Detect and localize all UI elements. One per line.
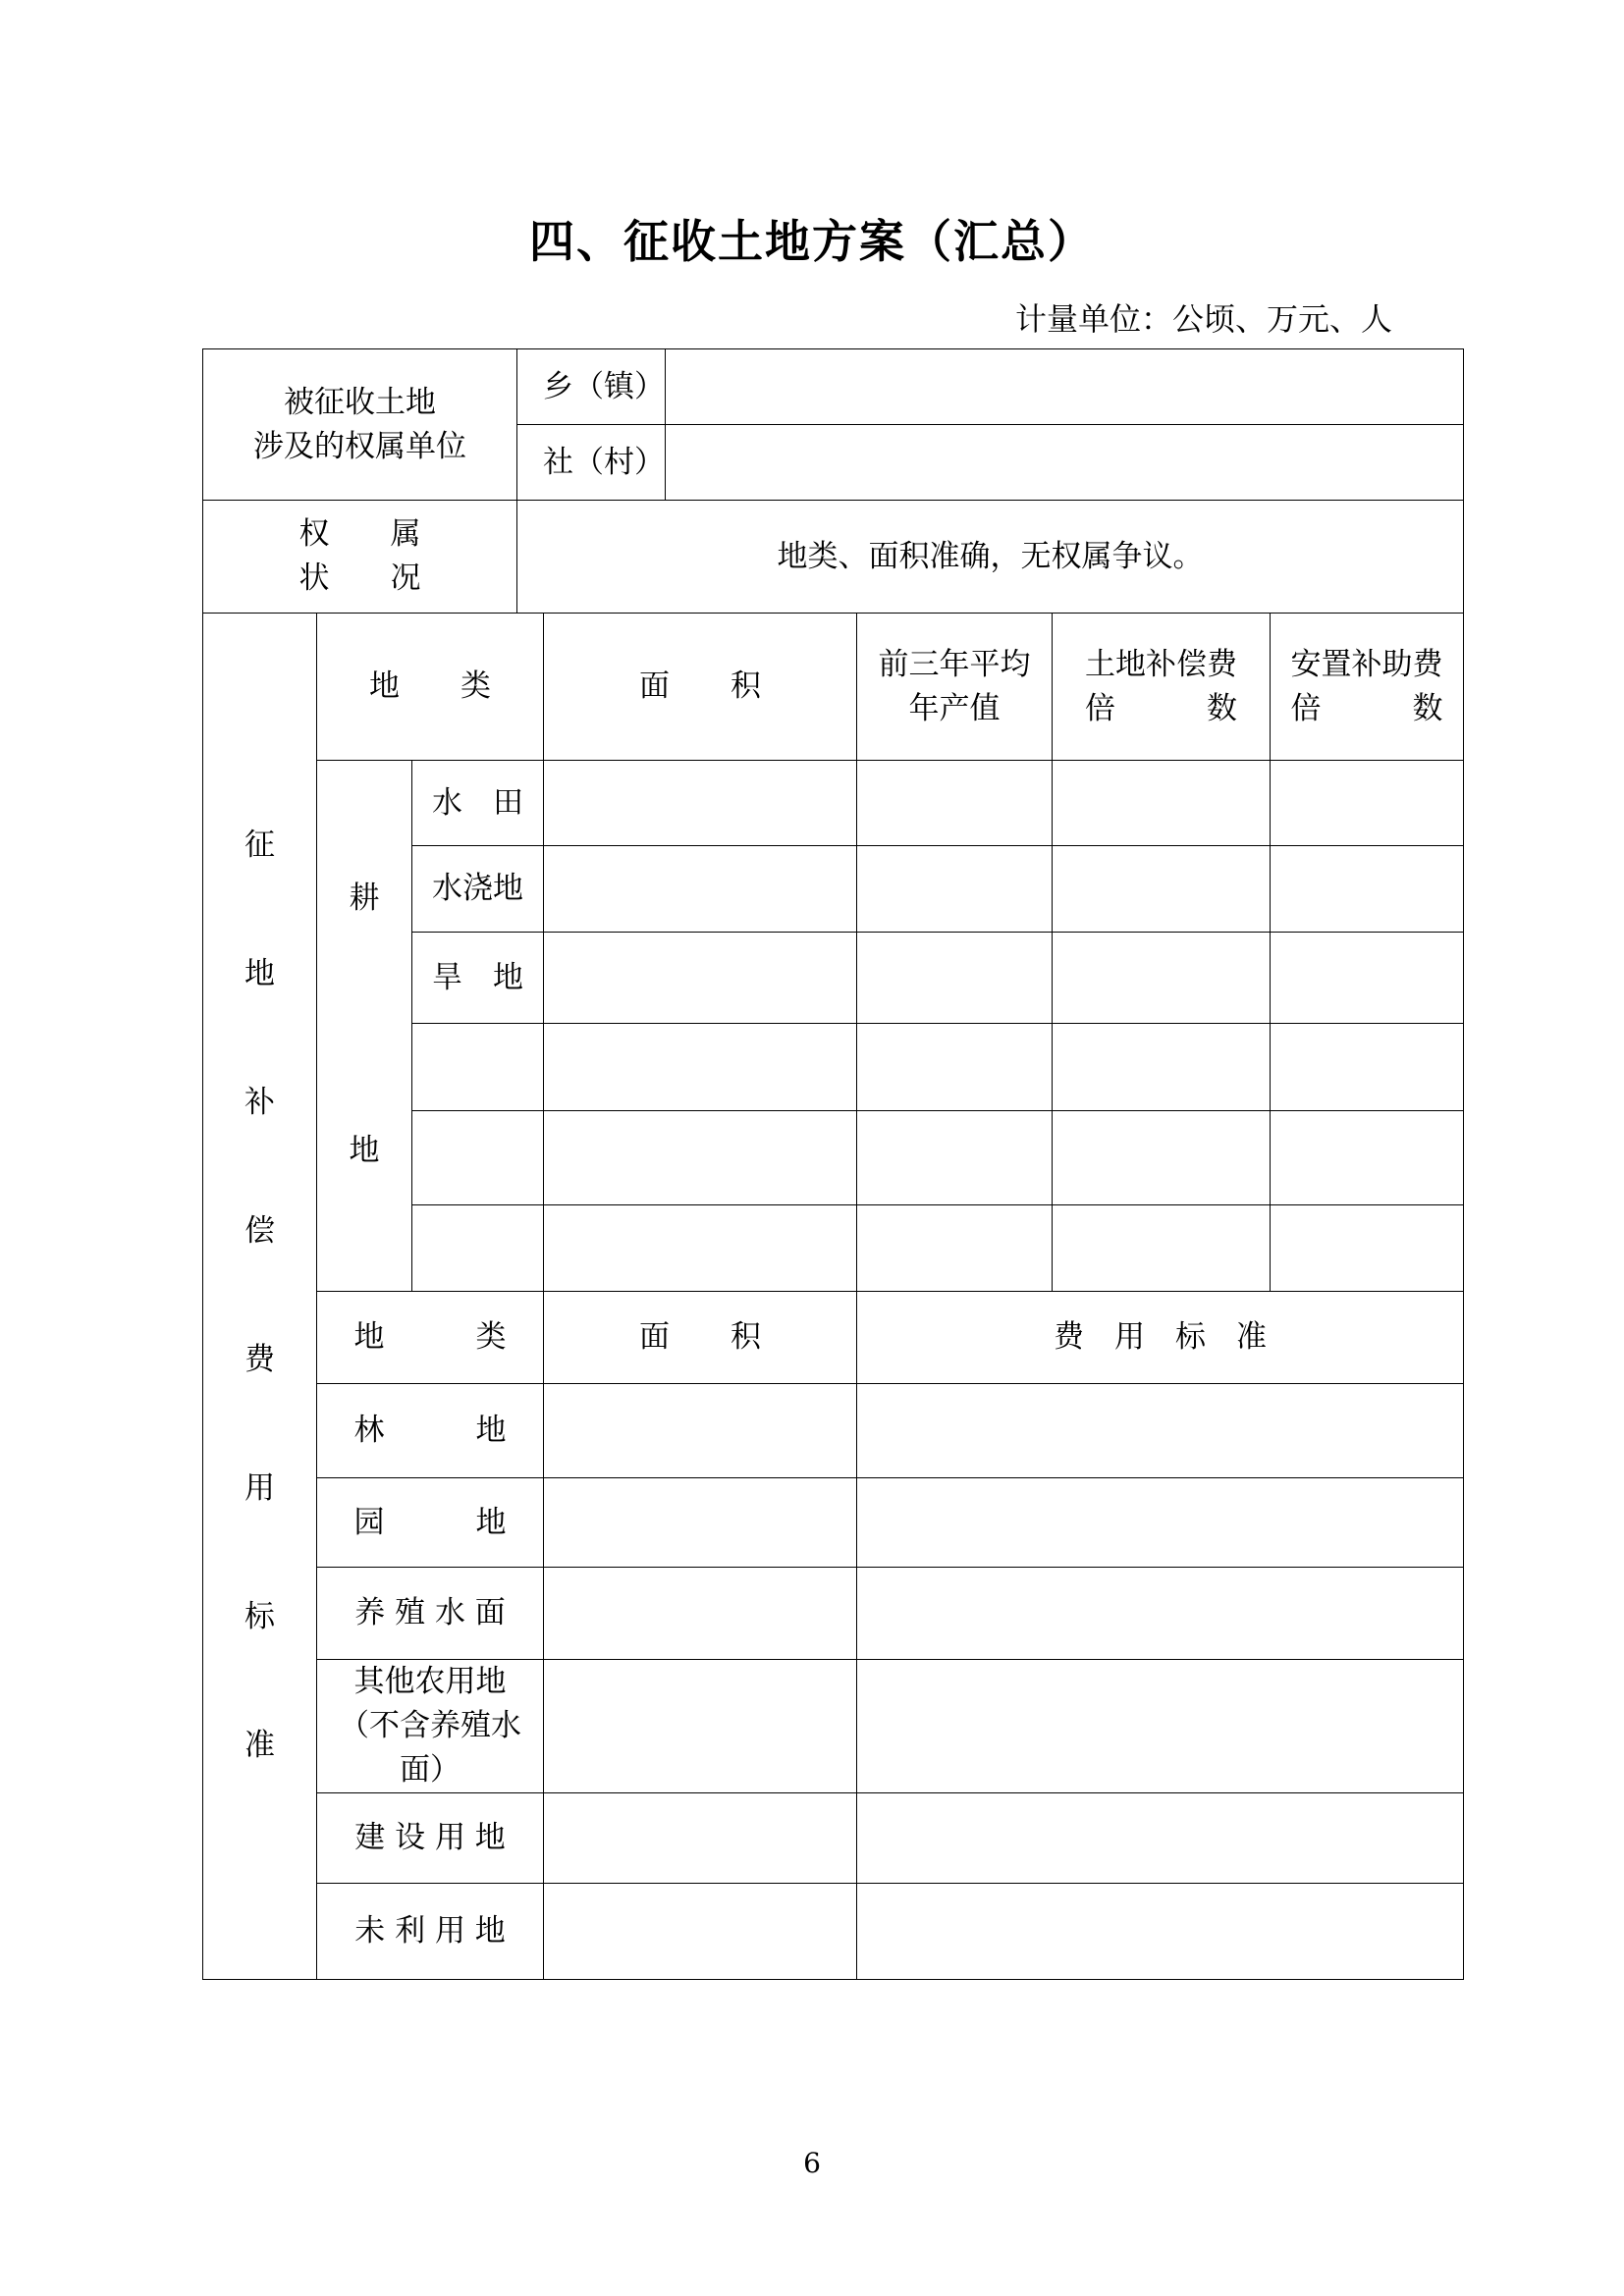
area-cell (544, 1024, 857, 1111)
area-cell (544, 846, 857, 933)
header-resettlement-multiple: 安置补助费 倍 数 (1271, 614, 1464, 761)
land-comp-cell (1053, 1024, 1271, 1111)
header-land-type-2: 地 类 (317, 1292, 544, 1384)
land-comp-cell (1053, 761, 1271, 846)
area-cell (544, 761, 857, 846)
avg-output-cell (857, 846, 1053, 933)
township-value (666, 349, 1464, 425)
section-char: 补 (244, 1085, 275, 1121)
header-area-2: 面 积 (544, 1292, 857, 1384)
resettle-cell (1271, 846, 1464, 933)
village-value (666, 425, 1464, 501)
resettle-cell (1271, 761, 1464, 846)
page-title: 四、征收土地方案（汇总） (529, 215, 1095, 268)
fee-cell (857, 1384, 1464, 1478)
table-row (203, 1478, 1464, 1568)
land-comp-cell (1053, 1111, 1271, 1205)
section-char: 地 (244, 956, 275, 992)
area-cell (544, 1883, 857, 1979)
cultivated-bottom-char: 地 (349, 1133, 380, 1168)
land-type-name: 水 田 (412, 761, 544, 846)
section-label (203, 614, 317, 1980)
section-char: 征 (244, 828, 275, 864)
land-type-name: 养 殖 水 面 (317, 1568, 544, 1660)
area-cell (544, 1111, 857, 1205)
area-cell (544, 1660, 857, 1793)
area-cell (544, 1384, 857, 1478)
land-type-name (412, 1024, 544, 1111)
land-type-name: 建 设 用 地 (317, 1792, 544, 1883)
land-type-name: 未 利 用 地 (317, 1883, 544, 1979)
area-cell (544, 1205, 857, 1292)
ownership-unit-label: 被征收土地 涉及的权属单位 (203, 349, 517, 501)
land-type-name (412, 1205, 544, 1292)
table-row (203, 1384, 1464, 1478)
table1-header-row (203, 614, 1464, 761)
land-comp-cell (1053, 1205, 1271, 1292)
header-fee-standard: 费 用 标 准 (857, 1292, 1464, 1384)
header-area: 面 积 (544, 614, 857, 761)
fee-cell (857, 1660, 1464, 1793)
table2-header-row (203, 1292, 1464, 1384)
land-type-name: 其他农用地 （不含养殖水面） (317, 1660, 544, 1793)
section-char: 用 (244, 1470, 275, 1507)
land-type-name: 林 地 (317, 1384, 544, 1478)
section-char: 准 (244, 1728, 275, 1764)
fee-cell (857, 1568, 1464, 1660)
resettle-cell (1271, 1205, 1464, 1292)
table-row (203, 1568, 1464, 1660)
village-label: 社（村） (517, 425, 666, 501)
resettle-cell (1271, 933, 1464, 1024)
avg-output-cell (857, 761, 1053, 846)
area-cell (544, 1792, 857, 1883)
land-type-name: 旱 地 (412, 933, 544, 1024)
land-type-name: 水浇地 (412, 846, 544, 933)
area-cell (544, 933, 857, 1024)
table-row (203, 1883, 1464, 1979)
header-avg-output: 前三年平均 年产值 (857, 614, 1053, 761)
header-land-type: 地 类 (317, 614, 544, 761)
fee-cell (857, 1792, 1464, 1883)
avg-output-cell (857, 1024, 1053, 1111)
ownership-status-label: 权 属 状 况 (203, 501, 517, 614)
section-char: 偿 (244, 1213, 275, 1250)
land-type-name (412, 1111, 544, 1205)
cultivated-land-label (317, 761, 412, 1292)
fee-cell (857, 1883, 1464, 1979)
area-cell (544, 1568, 857, 1660)
avg-output-cell (857, 1111, 1053, 1205)
ownership-status-row (203, 501, 1464, 614)
land-comp-cell (1053, 846, 1271, 933)
avg-output-cell (857, 933, 1053, 1024)
table-row (203, 1660, 1464, 1793)
resettle-cell (1271, 1024, 1464, 1111)
area-cell (544, 1478, 857, 1568)
table-row (203, 1792, 1464, 1883)
ownership-status-value: 地类、面积准确，无权属争议。 (517, 501, 1464, 614)
page-number: 6 (803, 2147, 821, 2179)
cultivated-top-char: 耕 (349, 881, 380, 916)
land-type-name: 园 地 (317, 1478, 544, 1568)
land-comp-cell (1053, 933, 1271, 1024)
unit-note: 计量单位：公顷、万元、人 (1014, 300, 1392, 338)
land-acquisition-table (202, 348, 1464, 1980)
section-char: 费 (244, 1342, 275, 1378)
township-label: 乡（镇） (517, 349, 666, 425)
township-row (203, 349, 1464, 425)
fee-cell (857, 1478, 1464, 1568)
table-row (203, 761, 1464, 846)
section-char: 标 (244, 1599, 275, 1635)
header-land-compensation-multiple: 土地补偿费 倍 数 (1053, 614, 1271, 761)
avg-output-cell (857, 1205, 1053, 1292)
resettle-cell (1271, 1111, 1464, 1205)
